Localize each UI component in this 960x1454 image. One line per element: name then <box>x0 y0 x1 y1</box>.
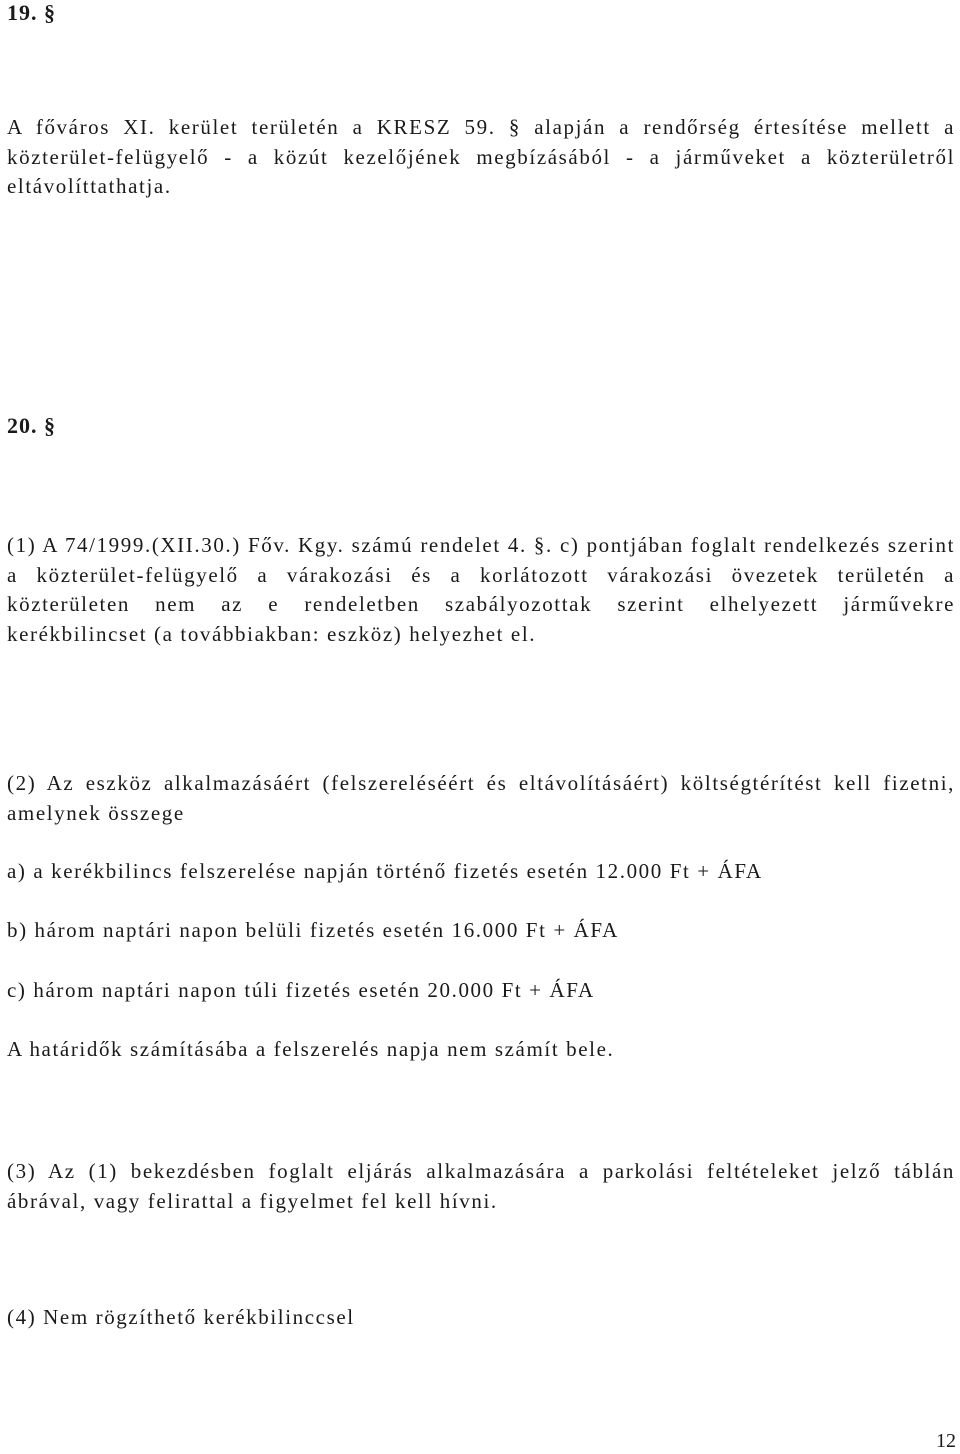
section-20-heading: 20. § <box>7 413 56 438</box>
page-number: 12 <box>936 1430 956 1452</box>
section-20-paragraph-4: (4) Nem rögzíthető kerékbilinccsel <box>7 1305 355 1329</box>
section-19-heading: 19. § <box>7 0 56 25</box>
fee-item-c: c) három naptári napon túli fizetés esetén 20.000 Ft + ÁFA <box>7 978 595 1002</box>
deadline-note: A határidők számításába a felszerelés napja nem számít bele. <box>7 1037 615 1061</box>
fee-item-a: a) a kerékbilincs felszerelése napján történő fizetés esetén 12.000 Ft + ÁFA <box>7 859 763 883</box>
fee-item-b: b) három naptári napon belüli fizetés esetén 16.000 Ft + ÁFA <box>7 918 619 942</box>
section-19-paragraph: A főváros XI. kerület területén a KRESZ 59. § alapján a rendőrség értesítése mellett a közterület-felügyelő - a közút kezelőjének megbízásából - a járműveket a közterületről eltávolíttathatja. <box>7 115 955 198</box>
section-20-paragraph-2: (2) Az eszköz alkalmazásáért (felszereléséért és eltávolításáért) költségtérítést kell fizetni, amelynek összege <box>7 771 955 825</box>
section-20-paragraph-1: (1) A 74/1999.(XII.30.) Főv. Kgy. számú rendelet 4. §. c) pontjában foglalt rendelkezés szerint a közterület-felügyelő a várakozási és a korlátozott várakozási övezetek területén a közterületen nem az e rendeletben szabályozottak szerint elhelyezett járművekre kerékbilincset (a továbbiakban: eszköz) helyezhet el. <box>7 533 955 646</box>
section-20-paragraph-3: (3) Az (1) bekezdésben foglalt eljárás alkalmazására a parkolási feltételeket jelző táblán ábrával, vagy felirattal a figyelmet fel kell hívni. <box>7 1159 955 1213</box>
